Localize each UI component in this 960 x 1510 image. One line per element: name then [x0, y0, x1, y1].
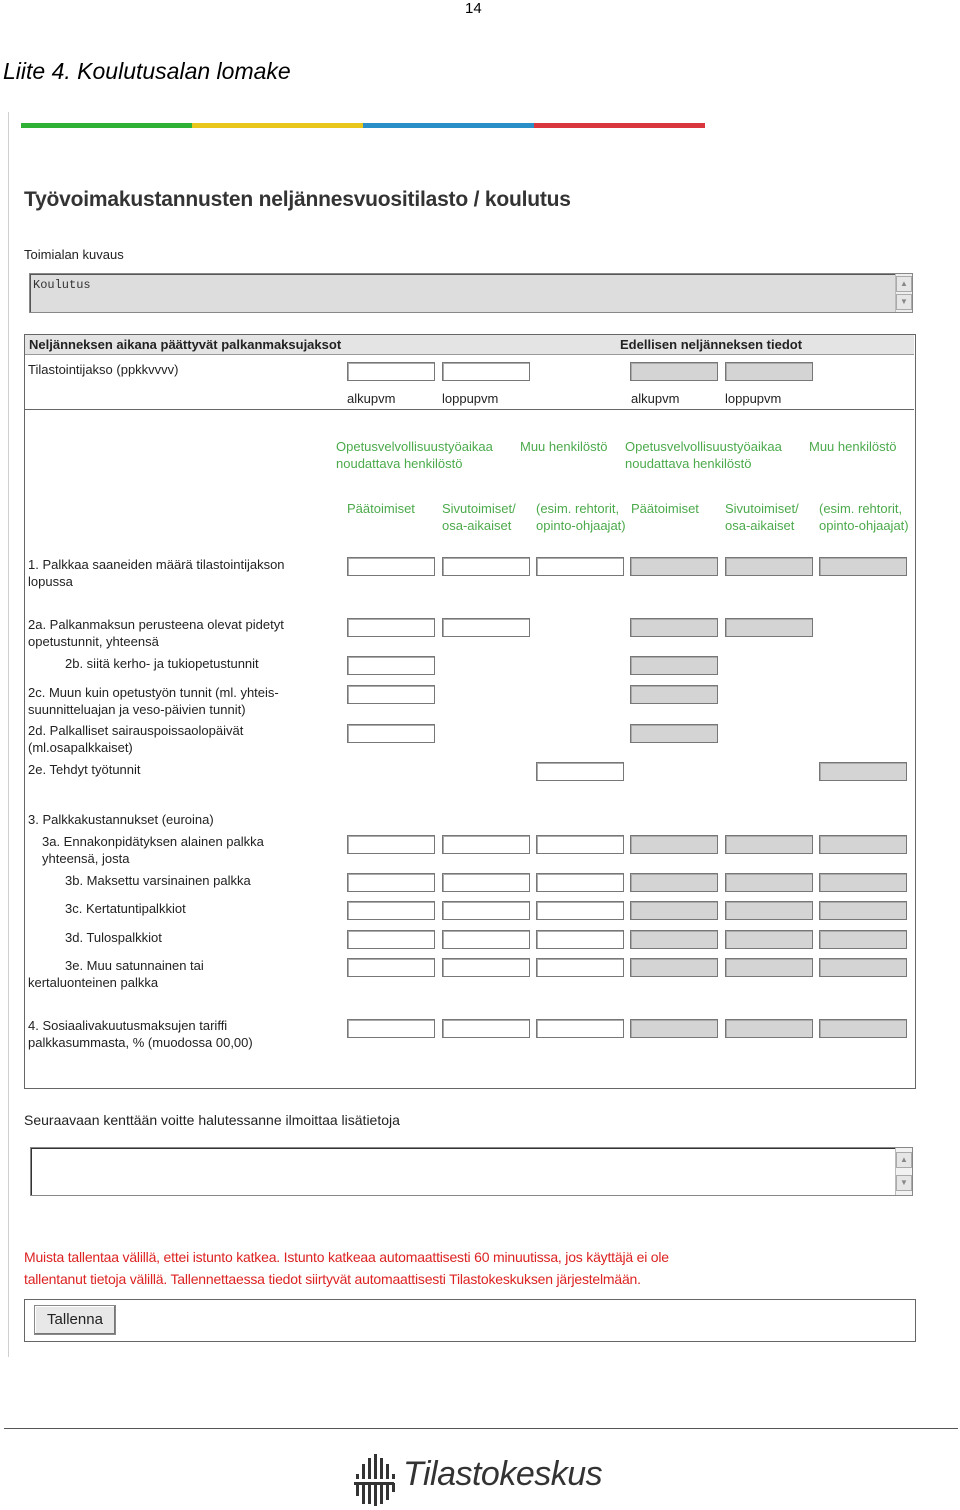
scroll-down-icon[interactable]: ▼	[896, 1175, 912, 1191]
r1-prev-field	[630, 557, 718, 576]
r3e-input[interactable]	[442, 958, 530, 977]
r2c-input[interactable]	[347, 685, 435, 704]
date-label: loppupvm	[725, 391, 782, 406]
r2d-prev-field	[630, 724, 718, 743]
tilastokeskus-logo-icon	[352, 1452, 396, 1508]
r3d-input[interactable]	[442, 930, 530, 949]
row-label-3: 3. Palkkakustannukset (euroina)	[28, 812, 214, 827]
r1-input[interactable]	[347, 557, 435, 576]
r2d-input[interactable]	[347, 724, 435, 743]
stripe-yellow	[192, 123, 363, 128]
previous-end-date-input	[725, 362, 813, 381]
r3c-input[interactable]	[442, 901, 530, 920]
r2e-prev-field	[819, 762, 907, 781]
scroll-down-icon[interactable]: ▼	[896, 294, 912, 310]
current-end-date-input[interactable]	[442, 362, 530, 381]
group-header-teaching-previous: Opetusvelvollisuustyöaikaa noudattava henkilöstö	[625, 439, 782, 471]
r3b-prev-field	[725, 873, 813, 892]
r3d-input[interactable]	[347, 930, 435, 949]
row-label-3a: 3a. Ennakonpidätyksen alainen palkka yhteensä, josta	[42, 834, 264, 866]
extra-info-scrollbar[interactable]	[895, 1148, 912, 1195]
group-header-other-previous: Muu henkilöstö	[809, 439, 897, 454]
period-label: Tilastointijakso (ppkkvvvv)	[28, 362, 179, 377]
r3c-input[interactable]	[347, 901, 435, 920]
r2a-input[interactable]	[442, 618, 530, 637]
toimiala-value: Koulutus	[33, 278, 91, 292]
r3b-input[interactable]	[536, 873, 624, 892]
toimiala-scrollbar[interactable]	[895, 274, 912, 312]
row-label-1: 1. Palkkaa saaneiden määrä tilastointijakson lopussa	[28, 557, 285, 589]
r3d-input[interactable]	[536, 930, 624, 949]
r1-prev-field	[725, 557, 813, 576]
row-label-3c: 3c. Kertatuntipalkkiot	[65, 901, 186, 916]
row-label-2e: 2e. Tehdyt työtunnit	[28, 762, 141, 777]
r2e-input[interactable]	[536, 762, 624, 781]
row-label-2b: 2b. siitä kerho- ja tukiopetustunnit	[65, 656, 259, 671]
page-number: 14	[465, 0, 482, 17]
subheader-other-staff: (esim. rehtorit, opinto-ohjaajat)	[819, 501, 909, 533]
extra-info-label: Seuraavaan kenttään voitte halutessanne ilmoittaa lisätietoja	[24, 1112, 400, 1128]
r3b-input[interactable]	[347, 873, 435, 892]
r4-prev-field	[725, 1019, 813, 1038]
date-label: alkupvm	[631, 391, 680, 406]
r3b-prev-field	[630, 873, 718, 892]
tilastokeskus-logo-text: Tilastokeskus	[403, 1455, 603, 1493]
r2b-prev-field	[630, 656, 718, 675]
r3b-prev-field	[819, 873, 907, 892]
save-panel	[24, 1299, 916, 1342]
save-warning-line2: tallentanut tietoja välillä. Tallennettaessa tiedot siirtyvät automaattisesti Tilastokeskuksen järjestelmään.	[24, 1271, 641, 1287]
r3e-prev-field	[630, 958, 718, 977]
r2a-prev-field	[725, 618, 813, 637]
row-label-2d: 2d. Palkalliset sairauspoissaolopäivät (ml.osapalkkaiset)	[28, 723, 244, 755]
r3a-input[interactable]	[536, 835, 624, 854]
subheader-part-time: Sivutoimiset/ osa-aikaiset	[442, 501, 516, 533]
scroll-up-icon[interactable]: ▲	[896, 1152, 912, 1168]
subheader-other-staff: (esim. rehtorit, opinto-ohjaajat)	[536, 501, 626, 533]
r3e-prev-field	[819, 958, 907, 977]
scroll-up-icon[interactable]: ▲	[896, 276, 912, 292]
r4-input[interactable]	[347, 1019, 435, 1038]
row-label-2a: 2a. Palkanmaksun perusteena olevat pidetyt opetustunnit, yhteensä	[28, 617, 284, 649]
form-title: Työvoimakustannusten neljännesvuositilasto / koulutus	[24, 188, 571, 211]
save-button[interactable]: Tallenna	[34, 1305, 116, 1335]
r3c-prev-field	[819, 901, 907, 920]
r3e-input[interactable]	[347, 958, 435, 977]
row-label-3d: 3d. Tulospalkkiot	[65, 930, 162, 945]
group-header-teaching-current: Opetusvelvollisuustyöaikaa noudattava henkilöstö	[336, 439, 493, 471]
divider	[25, 409, 914, 410]
r1-prev-field	[819, 557, 907, 576]
date-label: loppupvm	[442, 391, 499, 406]
row-label-4: 4. Sosiaalivakuutusmaksujen tariffi palkkasummasta, % (muodossa 00,00)	[28, 1018, 253, 1050]
r4-input[interactable]	[442, 1019, 530, 1038]
row-label-3b: 3b. Maksettu varsinainen palkka	[65, 873, 251, 888]
section-header-right: Edellisen neljänneksen tiedot	[620, 337, 803, 352]
current-start-date-input[interactable]	[347, 362, 435, 381]
r3d-prev-field	[630, 930, 718, 949]
stripe-blue	[363, 123, 534, 128]
date-label: alkupvm	[347, 391, 396, 406]
r3d-prev-field	[725, 930, 813, 949]
r2c-prev-field	[630, 685, 718, 704]
screenshot-border	[8, 112, 9, 1357]
r3a-input[interactable]	[347, 835, 435, 854]
subheader-part-time: Sivutoimiset/ osa-aikaiset	[725, 501, 799, 533]
section-header	[25, 335, 914, 355]
footer-rule	[4, 1428, 958, 1429]
row-label-3e: 3e. Muu satunnainen tai kertaluonteinen palkka	[28, 958, 204, 990]
r3a-input[interactable]	[442, 835, 530, 854]
r2a-input[interactable]	[347, 618, 435, 637]
r1-input[interactable]	[442, 557, 530, 576]
subheader-full-time: Päätoimiset	[631, 501, 699, 516]
r4-prev-field	[819, 1019, 907, 1038]
r3a-prev-field	[725, 835, 813, 854]
previous-start-date-input	[630, 362, 718, 381]
r2a-prev-field	[630, 618, 718, 637]
toimiala-textarea[interactable]	[29, 273, 913, 313]
save-warning-line1: Muista tallentaa välillä, ettei istunto katkea. Istunto katkeaa automaattisesti 60 minuutissa, jos käyttäjä ei ole	[24, 1249, 669, 1265]
r1-input[interactable]	[536, 557, 624, 576]
r3a-prev-field	[819, 835, 907, 854]
r2b-input[interactable]	[347, 656, 435, 675]
r3a-prev-field	[630, 835, 718, 854]
r4-input[interactable]	[536, 1019, 624, 1038]
subheader-full-time: Päätoimiset	[347, 501, 415, 516]
stripe-green	[21, 123, 192, 128]
r3d-prev-field	[819, 930, 907, 949]
toimiala-label: Toimialan kuvaus	[24, 247, 124, 262]
r3c-prev-field	[630, 901, 718, 920]
r3e-prev-field	[725, 958, 813, 977]
r3c-input[interactable]	[536, 901, 624, 920]
row-label-2c: 2c. Muun kuin opetustyön tunnit (ml. yhteis-suunnitteluajan ja veso-päivien tunnit)	[28, 685, 279, 717]
r4-prev-field	[630, 1019, 718, 1038]
r3c-prev-field	[725, 901, 813, 920]
section-header-left: Neljänneksen aikana päättyvät palkanmaksujaksot	[29, 337, 342, 352]
document-title: Liite 4. Koulutusalan lomake	[3, 58, 291, 84]
stripe-red	[534, 123, 705, 128]
extra-info-textarea[interactable]	[30, 1147, 913, 1196]
r3e-input[interactable]	[536, 958, 624, 977]
r3b-input[interactable]	[442, 873, 530, 892]
group-header-other-current: Muu henkilöstö	[520, 439, 608, 454]
